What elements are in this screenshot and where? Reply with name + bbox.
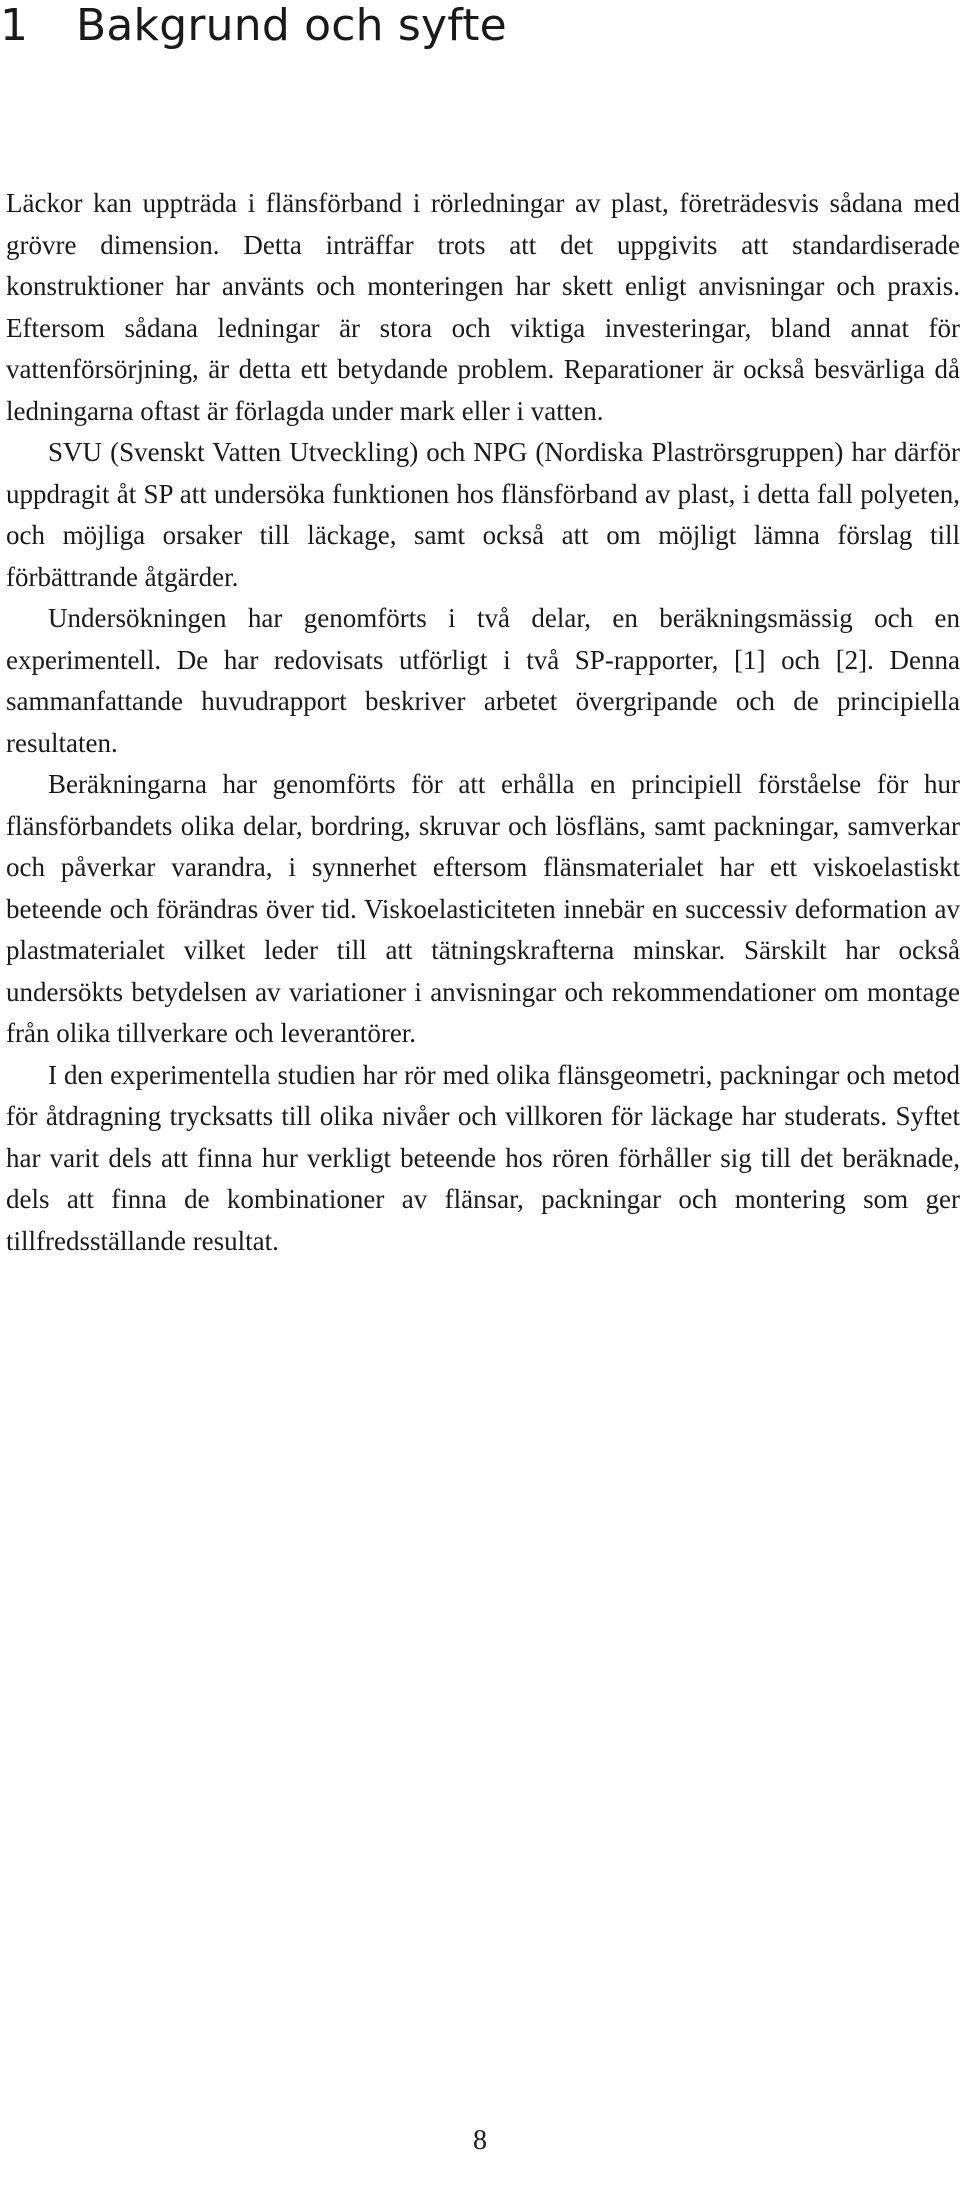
section-number: 1 — [0, 0, 29, 51]
section-heading — [0, 0, 507, 52]
page-number: 8 — [473, 2125, 487, 2156]
paragraph-assignment: SVU (Svenskt Vatten Utveckling) och NPG (Nordiska Plaströrsgruppen) har därför uppdragit åt SP att undersöka funktionen hos flänsförband av plast, i detta fall polyeten, och möjliga orsaker till läckage, samt också att om möjligt lämna förslag till förbättrande åtgärder. — [6, 437, 960, 592]
paragraph-study-parts: Undersökningen har genomförts i två delar, en beräkningsmässig och en experimentell. De har redovisats utförligt i två SP-rapporter, [1] och [2]. Denna sammanfattande huvudrapport beskriver arbetet övergripande och de principiella resultaten. — [6, 603, 960, 758]
section-title: Bakgrund och syfte — [76, 0, 507, 51]
body-text — [6, 183, 960, 1262]
paragraph-leakage-problem: Läckor kan uppträda i flänsförband i rörledningar av plast, företrädesvis sådana med grövre dimension. Detta inträffar trots att det uppgivits att standardiserade konstruktioner har använts och monteringen har skett enligt anvisningar och praxis. Eftersom sådana ledningar är stora och viktiga investeringar, bland annat för vattenförsörjning, är detta ett betydande problem. Reparationer är också besvärliga då ledningarna oftast är förlagda under mark eller i vatten. — [6, 188, 960, 426]
paragraph-experimental-study: I den experimentella studien har rör med olika flänsgeometri, packningar och metod för åtdragning trycksatts till olika nivåer och villkoren för läckage har studerats. Syftet har varit dels att finna hur verkligt beteende hos rören förhåller sig till det beräknade, dels att finna de kombinationer av flänsar, packningar och montering som ger tillfredsställande resultat. — [6, 1059, 960, 1256]
paragraph-calculations: Beräkningarna har genomförts för att erhålla en principiell förståelse för hur flänsförbandets olika delar, bordring, skruvar och lösfläns, samt packningar, samverkar och påverkar varandra, i synnerhet eftersom flänsmaterialet har ett viskoelastiskt beteende och förändras över tid. Viskoelasticiteten innebär en successiv deformation av plastmaterialet vilket leder till att tätningskrafterna minskar. Särskilt har också undersökts betydelsen av variationer i anvisningar och rekommendationer om montage från olika tillverkare och leverantörer. — [6, 769, 960, 1048]
